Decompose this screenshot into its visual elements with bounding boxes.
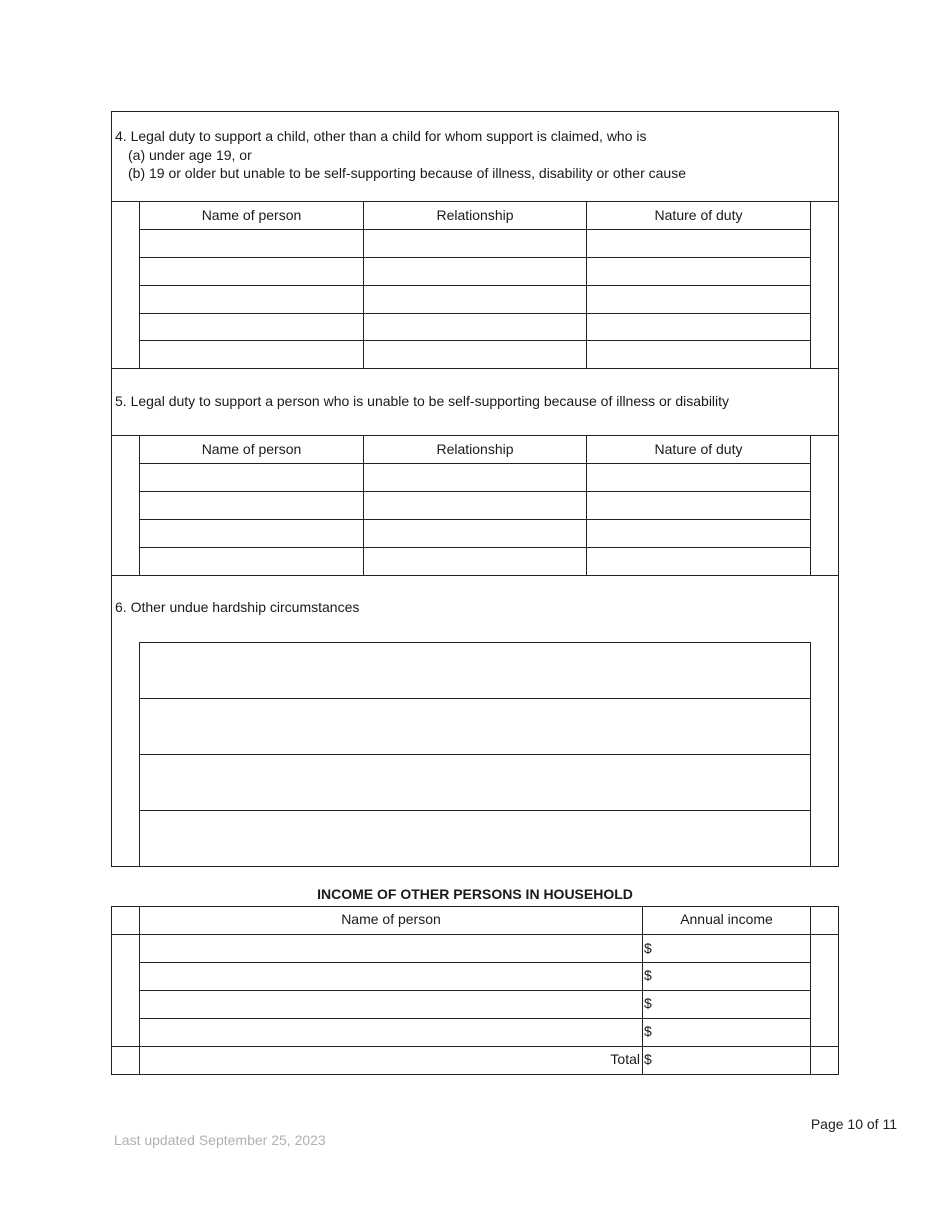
income-col-name: Name of person [341, 911, 441, 927]
section4-nature-field[interactable] [587, 286, 810, 313]
income-total-field[interactable] [654, 1047, 810, 1074]
section5-col-nature: Nature of duty [654, 441, 743, 457]
income-name-field[interactable] [140, 935, 642, 962]
box-right-border [838, 111, 839, 867]
section5-nature-field[interactable] [587, 520, 810, 547]
section5-nature-field[interactable] [587, 464, 810, 491]
section6-hardship-field[interactable] [140, 643, 810, 698]
section5-gutter-right [810, 435, 811, 576]
section5-col-relationship: Relationship [436, 441, 514, 457]
section5-relationship-field[interactable] [364, 492, 586, 519]
income-amount-field[interactable] [654, 935, 810, 962]
section5-relationship-field[interactable] [364, 520, 586, 547]
section4-col-nature: Nature of duty [654, 207, 743, 223]
page-number: Page 10 of 11 [810, 1116, 897, 1132]
section4-relationship-field[interactable] [364, 258, 586, 285]
household-income-title: INCOME OF OTHER PERSONS IN HOUSEHOLD [317, 886, 633, 902]
section4-line-b: (b) 19 or older but unable to be self-supporting because of illness, disability or other cause [128, 165, 686, 181]
income-currency-symbol: $ [644, 967, 652, 983]
section4-nature-field[interactable] [587, 314, 810, 340]
box-top-border [111, 111, 839, 112]
box-left-border [111, 111, 112, 867]
section4-nature-field[interactable] [587, 258, 810, 285]
income-amount-field[interactable] [654, 991, 810, 1018]
section5-table-top [111, 435, 839, 436]
section4-relationship-field[interactable] [364, 230, 586, 257]
income-total-label: Total [610, 1051, 640, 1067]
section5-name-field[interactable] [140, 464, 363, 491]
section4-relationship-field[interactable] [364, 314, 586, 340]
section6-hardship-field[interactable] [140, 699, 810, 754]
income-col-annual: Annual income [680, 911, 773, 927]
section6-hardship-field[interactable] [140, 755, 810, 810]
section4-col-name: Name of person [201, 207, 302, 223]
section6-heading: 6. Other undue hardship circumstances [115, 599, 360, 615]
income-amount-field[interactable] [654, 963, 810, 990]
income-table-bottom [111, 1074, 839, 1075]
section5-name-field[interactable] [140, 520, 363, 547]
income-name-field[interactable] [140, 991, 642, 1018]
section4-name-field[interactable] [140, 314, 363, 340]
section4-nature-field[interactable] [587, 230, 810, 257]
income-name-field[interactable] [140, 1019, 642, 1046]
section5-nature-field[interactable] [587, 548, 810, 575]
section4-name-field[interactable] [140, 258, 363, 285]
section5-relationship-field[interactable] [364, 464, 586, 491]
section5-relationship-field[interactable] [364, 548, 586, 575]
box-bottom-border [111, 866, 839, 867]
section4-table-bottom [111, 368, 839, 369]
income-amount-field[interactable] [654, 1019, 810, 1046]
section5-heading: 5. Legal duty to support a person who is unable to be self-supporting because of illness or disability [115, 393, 730, 409]
section4-name-field[interactable] [140, 286, 363, 313]
income-currency-symbol: $ [644, 1023, 652, 1039]
income-table-left [111, 906, 112, 1075]
section4-name-field[interactable] [140, 341, 363, 368]
income-currency-symbol: $ [644, 995, 652, 1011]
section5-name-field[interactable] [140, 492, 363, 519]
section5-table-bottom [111, 575, 839, 576]
section4-heading: 4. Legal duty to support a child, other than a child for whom support is claimed, who is [115, 128, 647, 144]
section4-line-a: (a) under age 19, or [128, 147, 252, 163]
section4-table-top [111, 201, 839, 202]
section4-relationship-field[interactable] [364, 341, 586, 368]
income-currency-symbol: $ [644, 940, 652, 956]
section4-name-field[interactable] [140, 230, 363, 257]
section6-hardship-field[interactable] [140, 811, 810, 866]
income-table-right [838, 906, 839, 1075]
income-name-field[interactable] [140, 963, 642, 990]
last-updated: Last updated September 25, 2023 [114, 1132, 326, 1148]
section5-name-field[interactable] [140, 548, 363, 575]
income-total-currency: $ [644, 1051, 652, 1067]
section5-nature-field[interactable] [587, 492, 810, 519]
section4-nature-field[interactable] [587, 341, 810, 368]
section5-col-name: Name of person [201, 441, 302, 457]
section6-right-border [810, 642, 811, 867]
income-table-top [111, 906, 839, 907]
section4-col-relationship: Relationship [436, 207, 514, 223]
section4-relationship-field[interactable] [364, 286, 586, 313]
